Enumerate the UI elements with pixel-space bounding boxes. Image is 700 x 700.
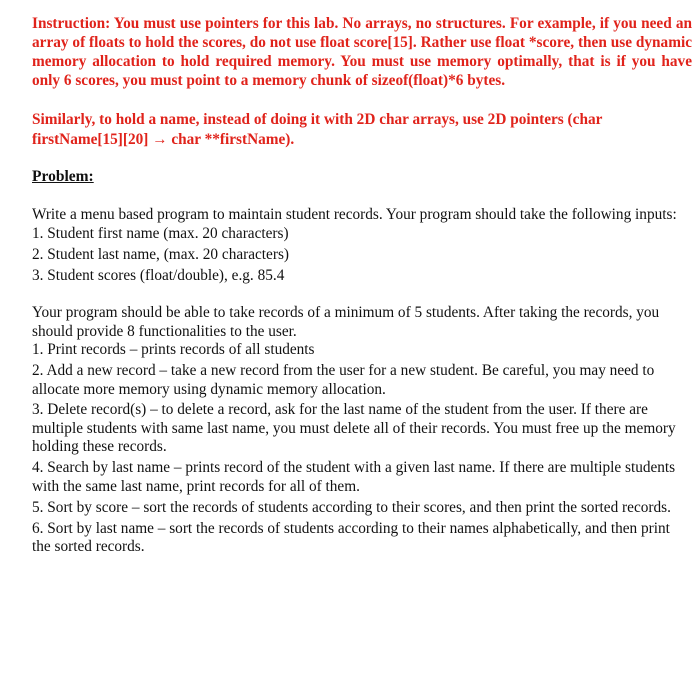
problem-intro: Write a menu based program to maintain student records. Your program should take the following inputs: (32, 206, 677, 223)
inputs-list (32, 225, 692, 286)
list-item: 1. Student first name (max. 20 characters) (32, 224, 289, 242)
problem-heading: Problem: (32, 168, 94, 185)
list-item: 2. Add a new record – take a new record from the user for a new student. Be careful, you may need to allocate more memory using dynamic memory allocation. (32, 362, 655, 398)
list-item: 6. Sort by last name – sort the records of students according to their names alphabetically, and then print the sorted records. (32, 519, 670, 556)
document-page (32, 14, 692, 559)
pointer-name-note: Similarly, to hold a name, instead of doing it with 2D char arrays, use 2D pointers (char firstName[15][20] → char **firstName). (32, 111, 603, 148)
instruction-paragraph: Instruction: You must use pointers for this lab. No arrays, no structures. For example, if you need an array of floats to hold the scores, do not use float score[15]. Rather use float *score, then use dynamic memory allocation to hold required memory. You must use memory optimally, that is if you have only 6 scores, you must point to a memory chunk of sizeof(float)*6 bytes. (32, 15, 692, 89)
list-item: 5. Sort by score – sort the records of students according to their scores, and then print the sorted records. (32, 498, 671, 516)
list-item: 3. Delete record(s) – to delete a record, ask for the last name of the student from the user. If there are multiple students with same last name, you must delete all of their records. You must free up the memory holding these records. (32, 401, 676, 456)
functionalities-list (32, 341, 692, 556)
list-item: 4. Search by last name – prints record of the student with a given last name. If there are multiple students with the same last name, print records for all of them. (32, 459, 676, 495)
functionalities-intro: Your program should be able to take records of a minimum of 5 students. After taking the records, you should provide 8 functionalities to the user. (32, 304, 660, 340)
list-item: 3. Student scores (float/double), e.g. 85.4 (32, 266, 285, 284)
list-item: 2. Student last name, (max. 20 characters) (32, 245, 289, 263)
list-item: 1. Print records – prints records of all students (32, 341, 315, 359)
